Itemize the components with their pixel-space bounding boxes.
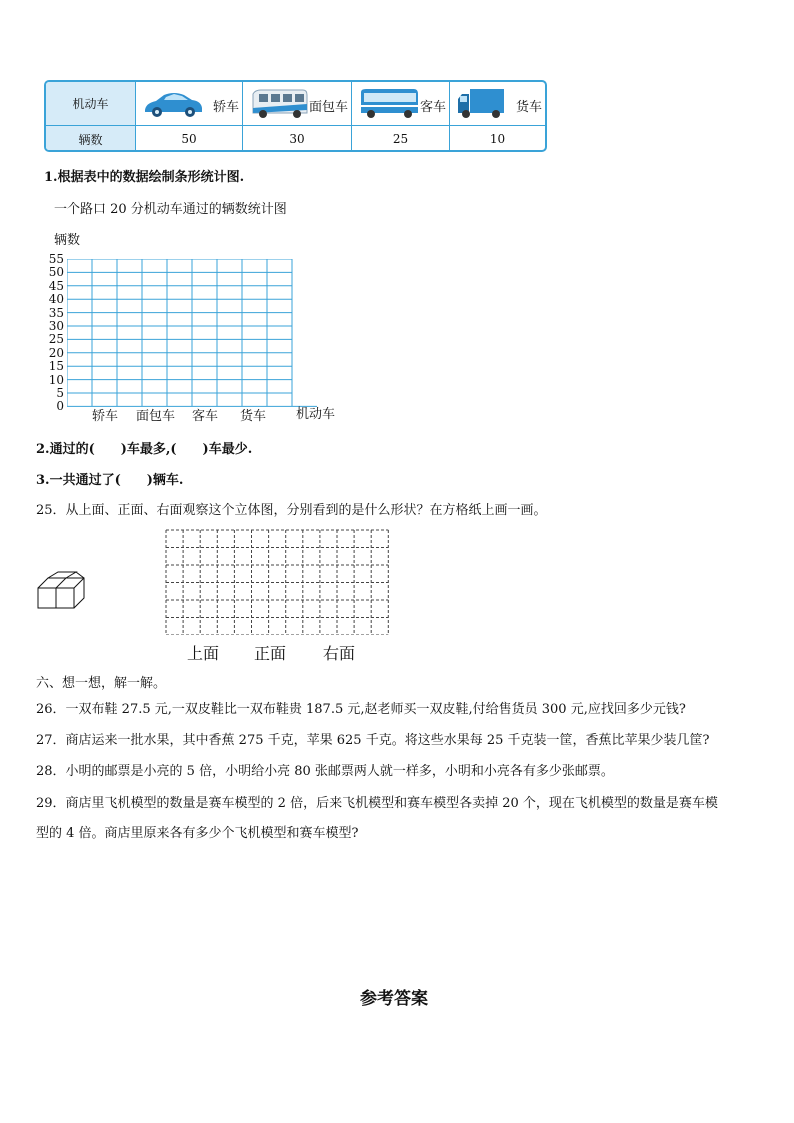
count-label-cell: 辆数 bbox=[46, 126, 136, 152]
question-29-line-1: 29．商店里飞机模型的数量是赛车模型的 2 倍，后来飞机模型和赛车模型各卖掉 20 个，现在飞机模型的数量是赛车模 bbox=[36, 796, 718, 811]
y-tick-label: 15 bbox=[48, 359, 64, 374]
minivan-icon bbox=[249, 86, 311, 122]
y-tick-label: 45 bbox=[48, 278, 64, 293]
count-cell: 10 bbox=[489, 132, 506, 146]
chart-grid bbox=[67, 259, 337, 409]
x-category-label: 轿车 bbox=[92, 409, 119, 424]
vehicle-cell-minivan: 面包车 bbox=[243, 82, 352, 125]
question-1: 1.根据表中的数据绘制条形统计图. bbox=[44, 170, 245, 185]
question-3: 3.一共通过了( )辆车. bbox=[36, 473, 184, 488]
vehicle-cell-sedan: 轿车 bbox=[136, 82, 243, 125]
chart-xlabel: 机动车 bbox=[296, 407, 336, 422]
question-26: 26．一双布鞋 27.5 元,一双皮鞋比一双布鞋贵 187.5 元,赵老师买一双皮鞋,付给售货员 300 元,应找回多少元钱? bbox=[36, 702, 686, 717]
count-cell: 25 bbox=[352, 126, 450, 152]
vehicle-table bbox=[44, 80, 547, 152]
chart-caption: 一个路口 20 分机动车通过的辆数统计图 bbox=[54, 202, 287, 217]
view-label-front: 正面 bbox=[254, 644, 287, 663]
truck-icon bbox=[456, 86, 506, 122]
y-tick-label: 25 bbox=[48, 332, 64, 347]
view-label-right: 右面 bbox=[323, 644, 356, 663]
count-cell: 30 bbox=[243, 126, 352, 152]
vehicle-cell-truck: 货车 bbox=[450, 82, 545, 125]
x-category-label: 客车 bbox=[192, 409, 219, 424]
y-tick-label: 40 bbox=[48, 292, 64, 307]
y-tick-label: 30 bbox=[48, 319, 64, 333]
answer-title: 参考答案 bbox=[360, 989, 428, 1009]
drawing-grid bbox=[165, 529, 389, 635]
vehicle-header-row bbox=[46, 82, 545, 126]
bus-icon bbox=[358, 86, 420, 122]
question-28: 28．小明的邮票是小亮的 5 倍，小明给小亮 80 张邮票两人就一样多，小明和小亮各有多少张邮票。 bbox=[36, 764, 614, 779]
x-category-label: 货车 bbox=[240, 409, 267, 424]
question-25: 25．从上面、正面、右面观察这个立体图，分别看到的是什么形状？在方格纸上画一画。 bbox=[36, 503, 547, 518]
question-27: 27．商店运来一批水果，其中香蕉 275 千克，苹果 625 千克。将这些水果每 25 千克装一筐，香蕉比苹果少装几筐? bbox=[36, 733, 710, 748]
y-tick-label: 5 bbox=[56, 386, 64, 400]
count-row bbox=[46, 126, 545, 152]
question-29-line-2: 型的 4 倍。商店里原来各有多少个飞机模型和赛车模型? bbox=[36, 826, 359, 841]
count-cell: 50 bbox=[136, 126, 243, 152]
y-tick-label: 20 bbox=[48, 345, 64, 360]
sedan-icon bbox=[142, 86, 204, 120]
view-label-top: 上面 bbox=[187, 644, 220, 663]
section-6-heading: 六、想一想，解一解。 bbox=[36, 676, 167, 691]
y-tick-label: 50 bbox=[48, 265, 64, 280]
header-label-cell: 机动车 bbox=[46, 82, 136, 125]
y-tick-label: 10 bbox=[48, 372, 64, 387]
question-2: 2.通过的( )车最多,( )车最少. bbox=[36, 442, 253, 457]
chart-ylabel: 辆数 bbox=[54, 233, 81, 248]
x-category-label: 面包车 bbox=[136, 409, 176, 424]
vehicle-cell-bus: 客车 bbox=[352, 82, 450, 125]
cube-figure bbox=[36, 570, 92, 612]
y-tick-label: 0 bbox=[56, 399, 64, 414]
y-tick-label: 35 bbox=[48, 305, 64, 320]
y-tick-label: 55 bbox=[48, 252, 64, 266]
